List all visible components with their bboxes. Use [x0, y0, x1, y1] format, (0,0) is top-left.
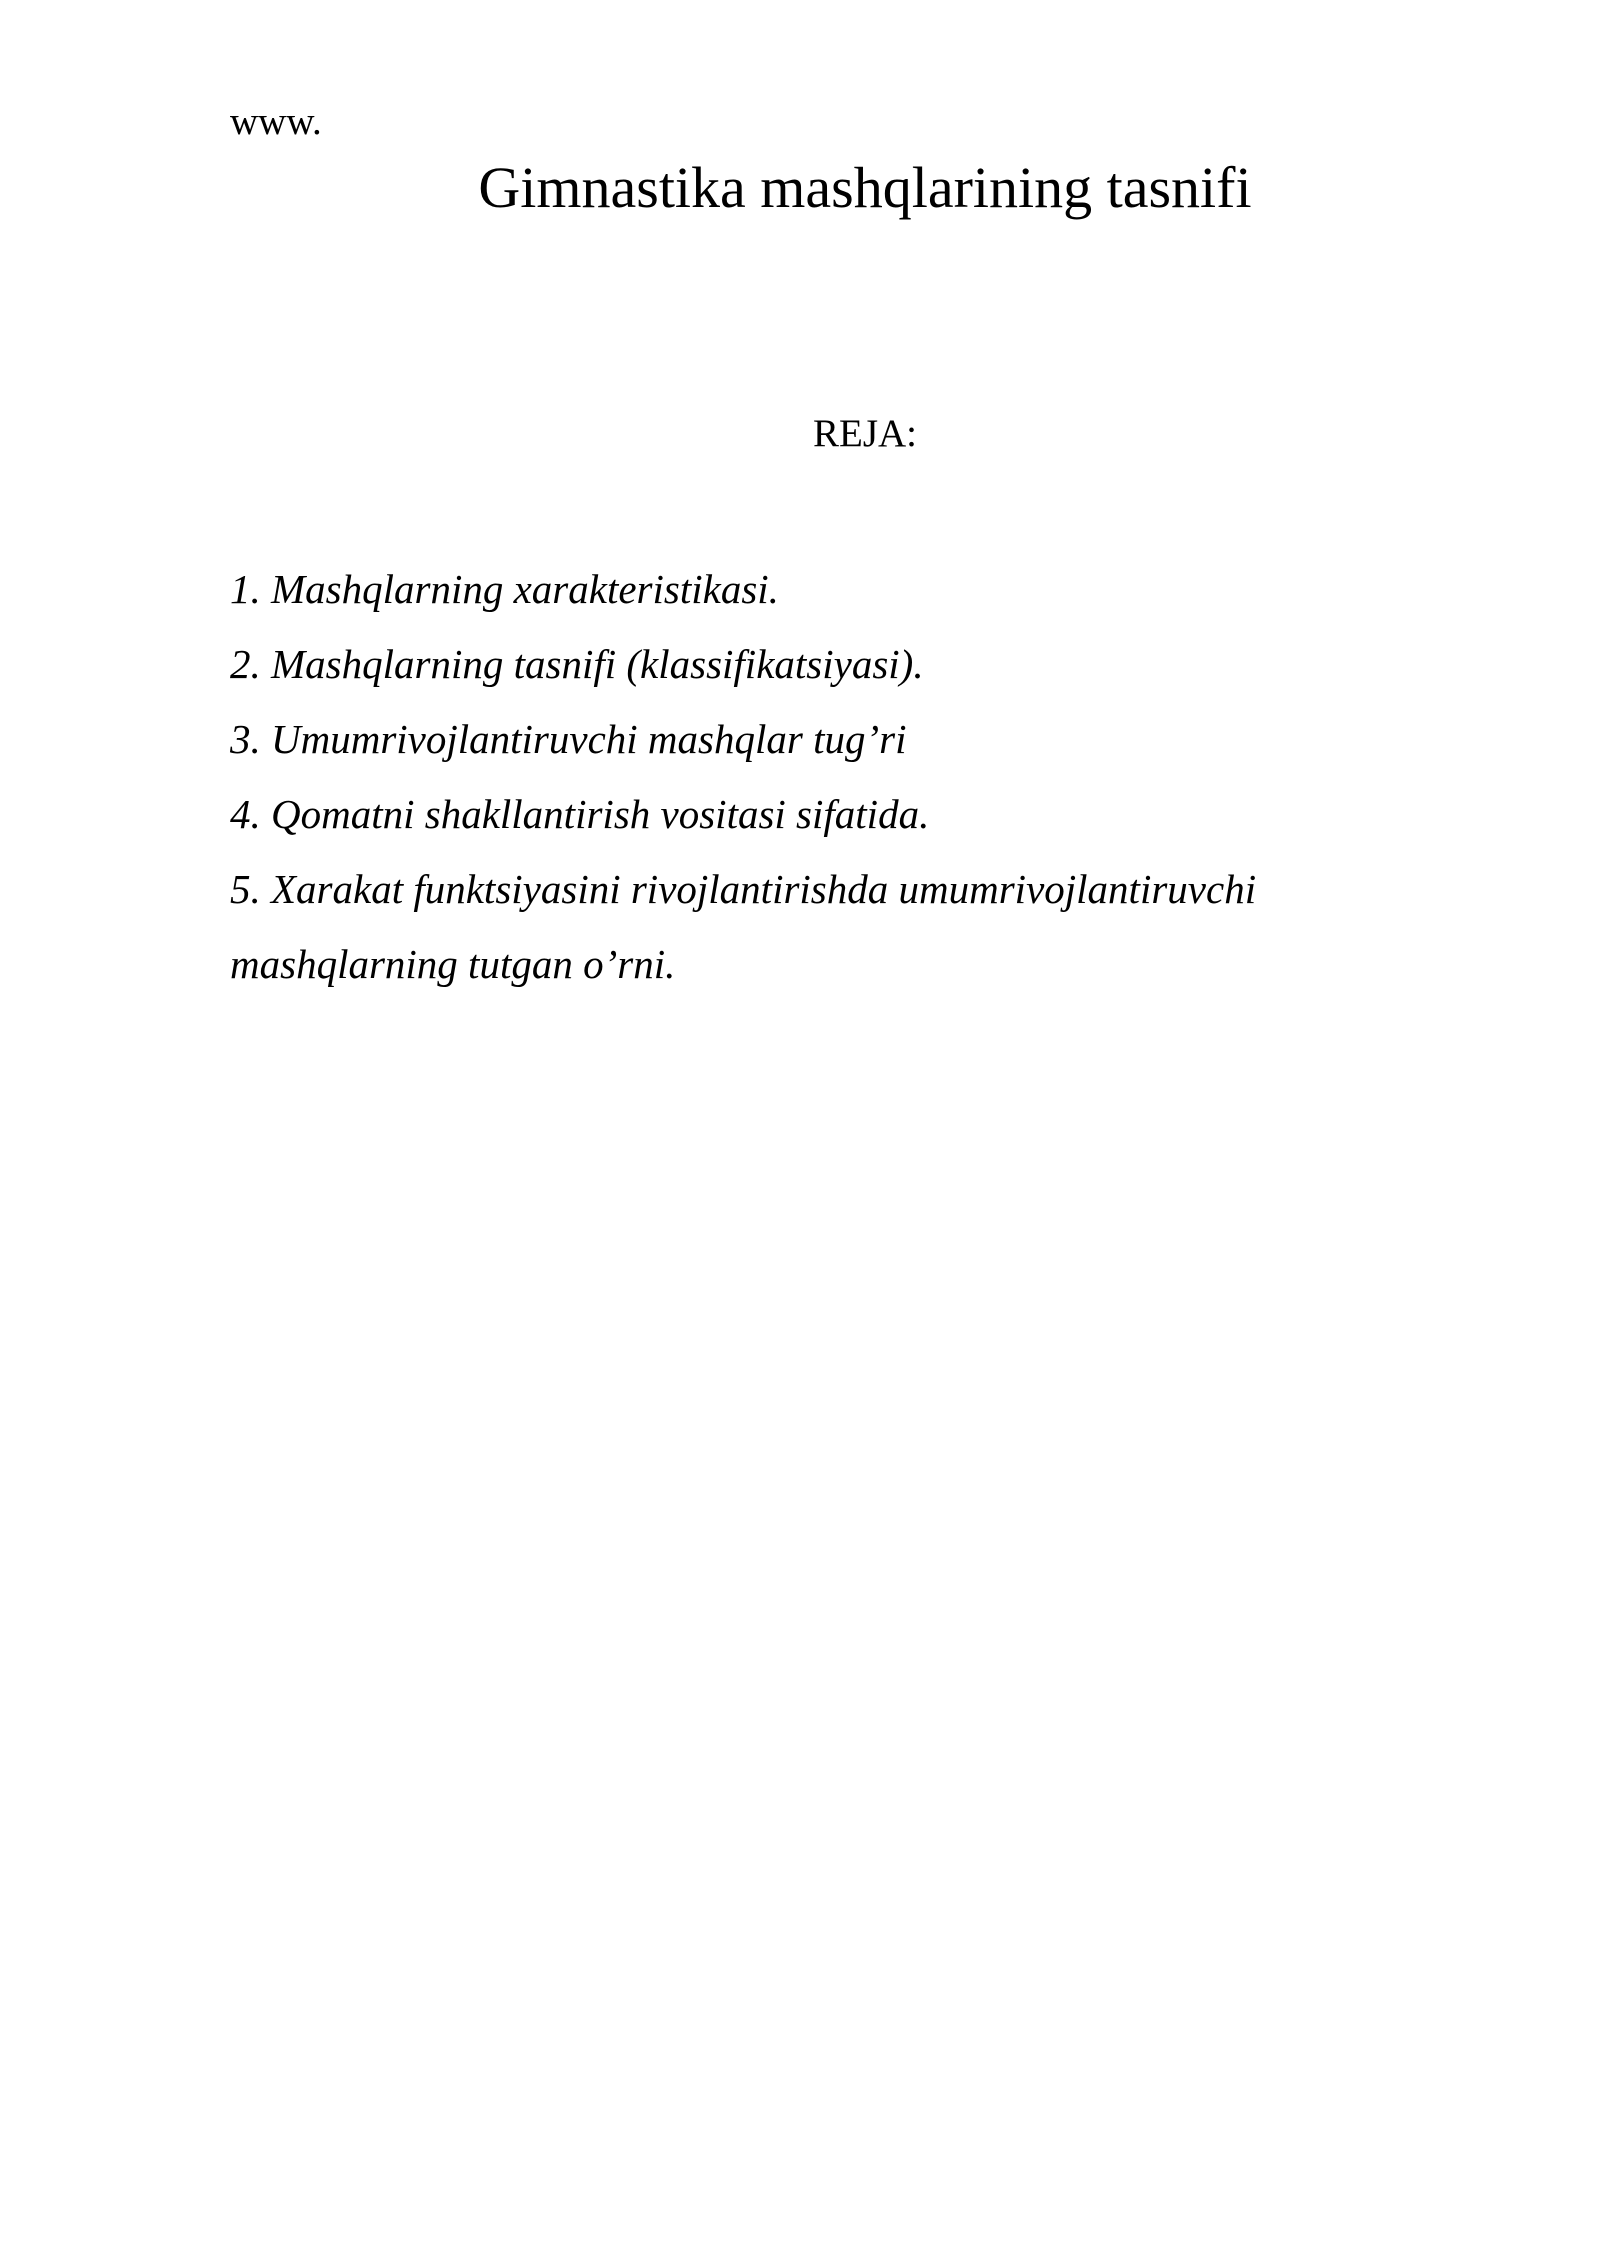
plan-item-3: 3. Umumrivojlantiruvchi mashqlar tug’ri: [230, 716, 907, 762]
plan-item-4: 4. Qomatni shakllantirish vositasi sifatida.: [230, 791, 930, 837]
plan-item-5: 5. Xarakat funktsiyasini rivojlantirishda umumrivojlantiruvchi mashqlarning tutgan o’rni.: [230, 866, 1257, 987]
plan-list: [230, 552, 1430, 1002]
plan-item-1: 1. Mashqlarning xarakteristikasi.: [230, 566, 779, 612]
plan-item-2: 2. Mashqlarning tasnifi (klassifikatsiyasi).: [230, 641, 924, 687]
header-website-text: www.: [230, 100, 322, 143]
document-title: Gimnastika mashqlarining tasnifi: [478, 155, 1252, 220]
plan-heading: REJA:: [812, 412, 917, 455]
